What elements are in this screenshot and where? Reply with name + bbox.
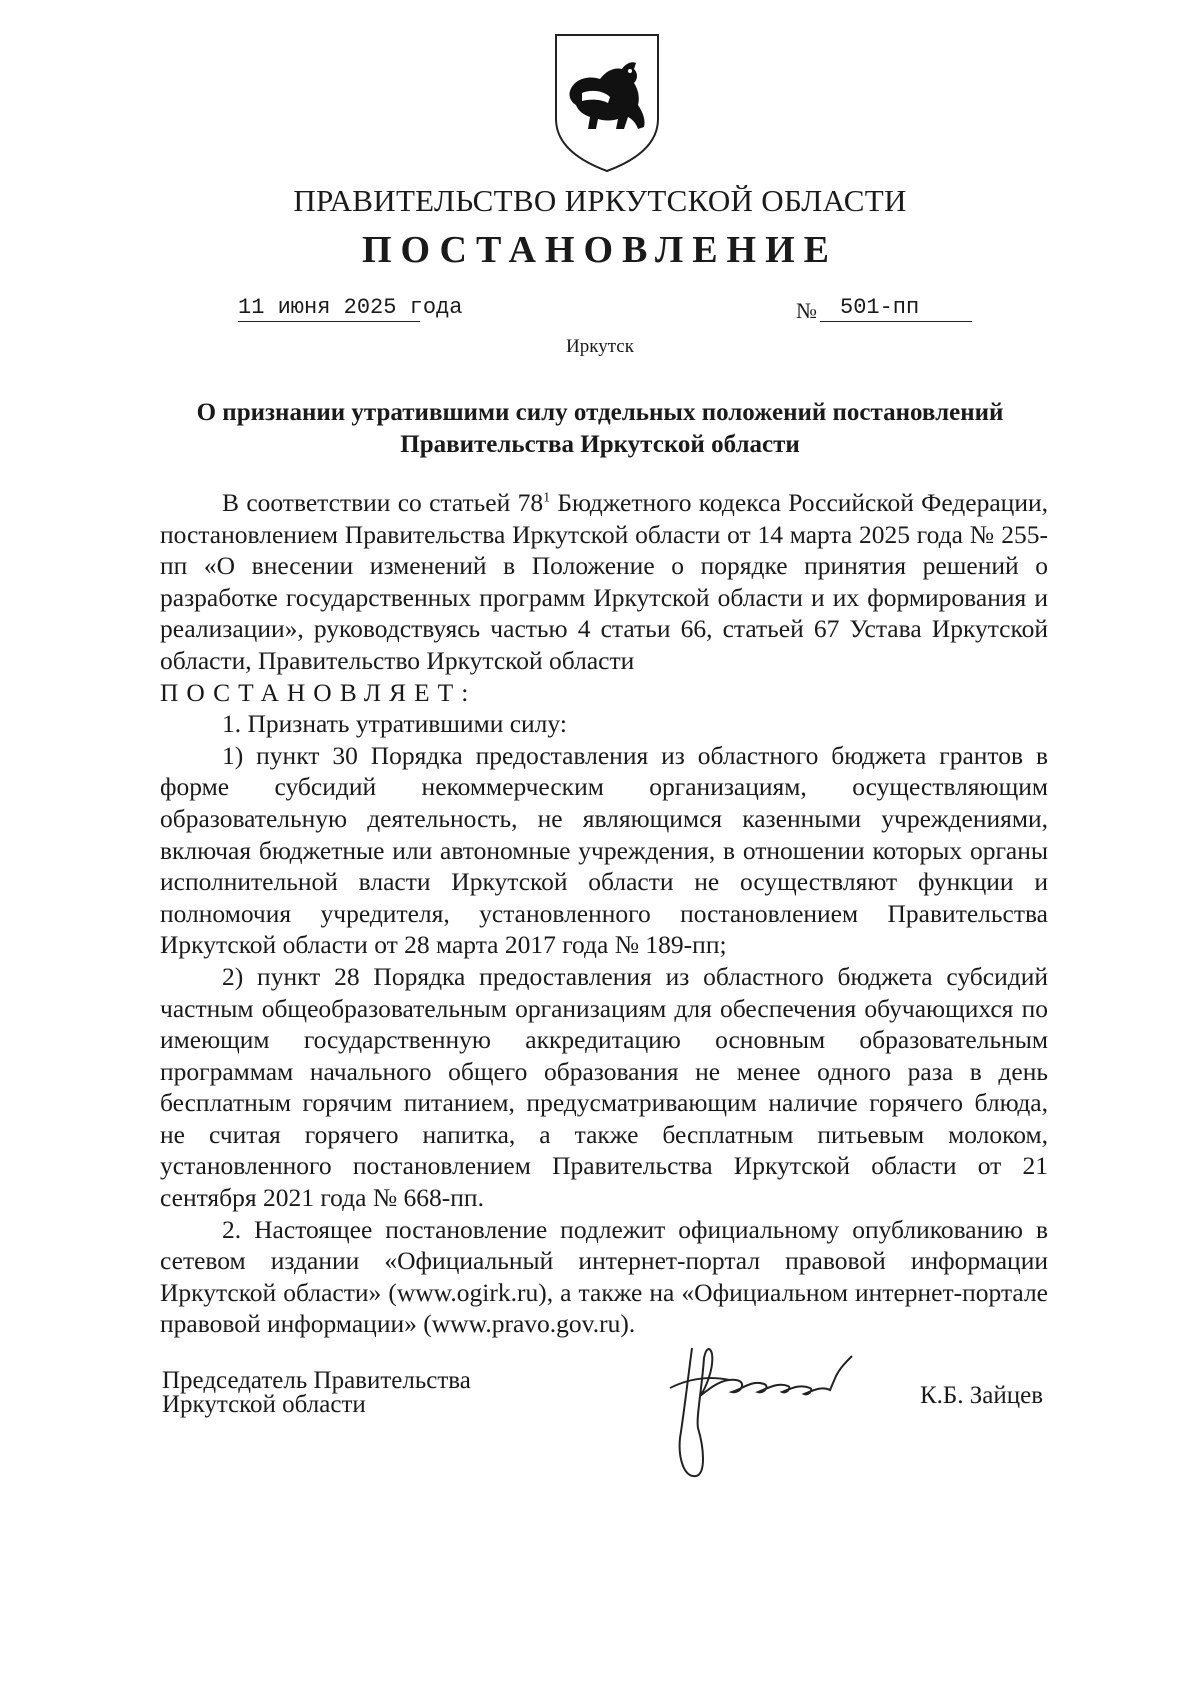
signer-name: К.Б. Зайцев (920, 1382, 1044, 1409)
article-superscript: 1 (543, 490, 551, 506)
city: Иркутск (566, 336, 634, 357)
signer-position (162, 1369, 471, 1417)
signer-position-line-2: Иркутской области (162, 1391, 366, 1418)
preamble-text-start: В соответствии со статьей 78 (222, 488, 544, 517)
preamble-paragraph (160, 487, 1048, 677)
document-type: ПОСТАНОВЛЕНИЕ (361, 229, 839, 271)
document-subject (150, 397, 1050, 461)
item-1-subitem-2: 2) пункт 28 Порядка предоставления из областного бюджета субсидий частным общеобразовательным организациям для обеспечения обучающихся по имеющим государственную аккредитацию основным образовательным программам начального общего образования не менее одного раза в день бесплатным горячим питанием, предусматривающим наличие горячего блюда, не считая горячего напитка, а также бесплатным питьевым молоком, установленного постановлением Правительства Иркутской области от 21 сентября 2021 года № 668-пп. (160, 961, 1048, 1213)
resolves-word: ПОСТАНОВЛЯЕТ: (160, 677, 477, 707)
item-1-subitem-1: 1) пункт 30 Порядка предоставления из областного бюджета грантов в форме субсидий некоммерческим организациям, осуществляющим образовательную деятельность, не являющимся казенными учреждениями, включая бюджетные или автономные учреждения, в отношении которых органы исполнительной власти Иркутской области не осуществляют функции и полномочия учредителя, установленного постановлением Правительства Иркутской области от 28 марта 2017 года № 189-пп; (160, 740, 1048, 960)
handwritten-signature (640, 1318, 880, 1488)
document-date: 11 июня 2025 года (238, 295, 463, 320)
subject-line-1: О признании утратившими силу отдельных положений постановлений (196, 399, 1004, 426)
organization-name: ПРАВИТЕЛЬСТВО ИРКУТСКОЙ ОБЛАСТИ (293, 183, 907, 218)
item-1: 1. Признать утратившими силу: (222, 709, 567, 739)
irkutsk-coat-of-arms-icon (552, 33, 662, 173)
document-body (160, 487, 1048, 1340)
signer-position-line-1: Председатель Правительства (162, 1367, 471, 1394)
number-sign: № (796, 298, 817, 323)
subject-line-2: Правительства Иркутской области (400, 431, 800, 458)
item-2: 2. Настоящее постановление подлежит официальному опубликованию в сетевом издании «Официальный интернет-портал правовой информации Иркутской области» (www.ogirk.ru), а также на «Официальном интернет-портале правовой информации» (www.pravo.gov.ru). (160, 1214, 1048, 1339)
document-number: 501-пп (820, 295, 972, 322)
preamble-text-end: Бюджетного кодекса Российской Федерации, постановлением Правительства Иркутской области от 14 марта 2025 года № 255-пп «О внесении изменений в Положение о порядке принятия решений о разработке государственных программ Иркутской области и их формирования и реализации», руководствуясь частью 4 статьи 66, статьей 67 Устава Иркутской области, Правительство Иркутской области (160, 488, 1048, 675)
